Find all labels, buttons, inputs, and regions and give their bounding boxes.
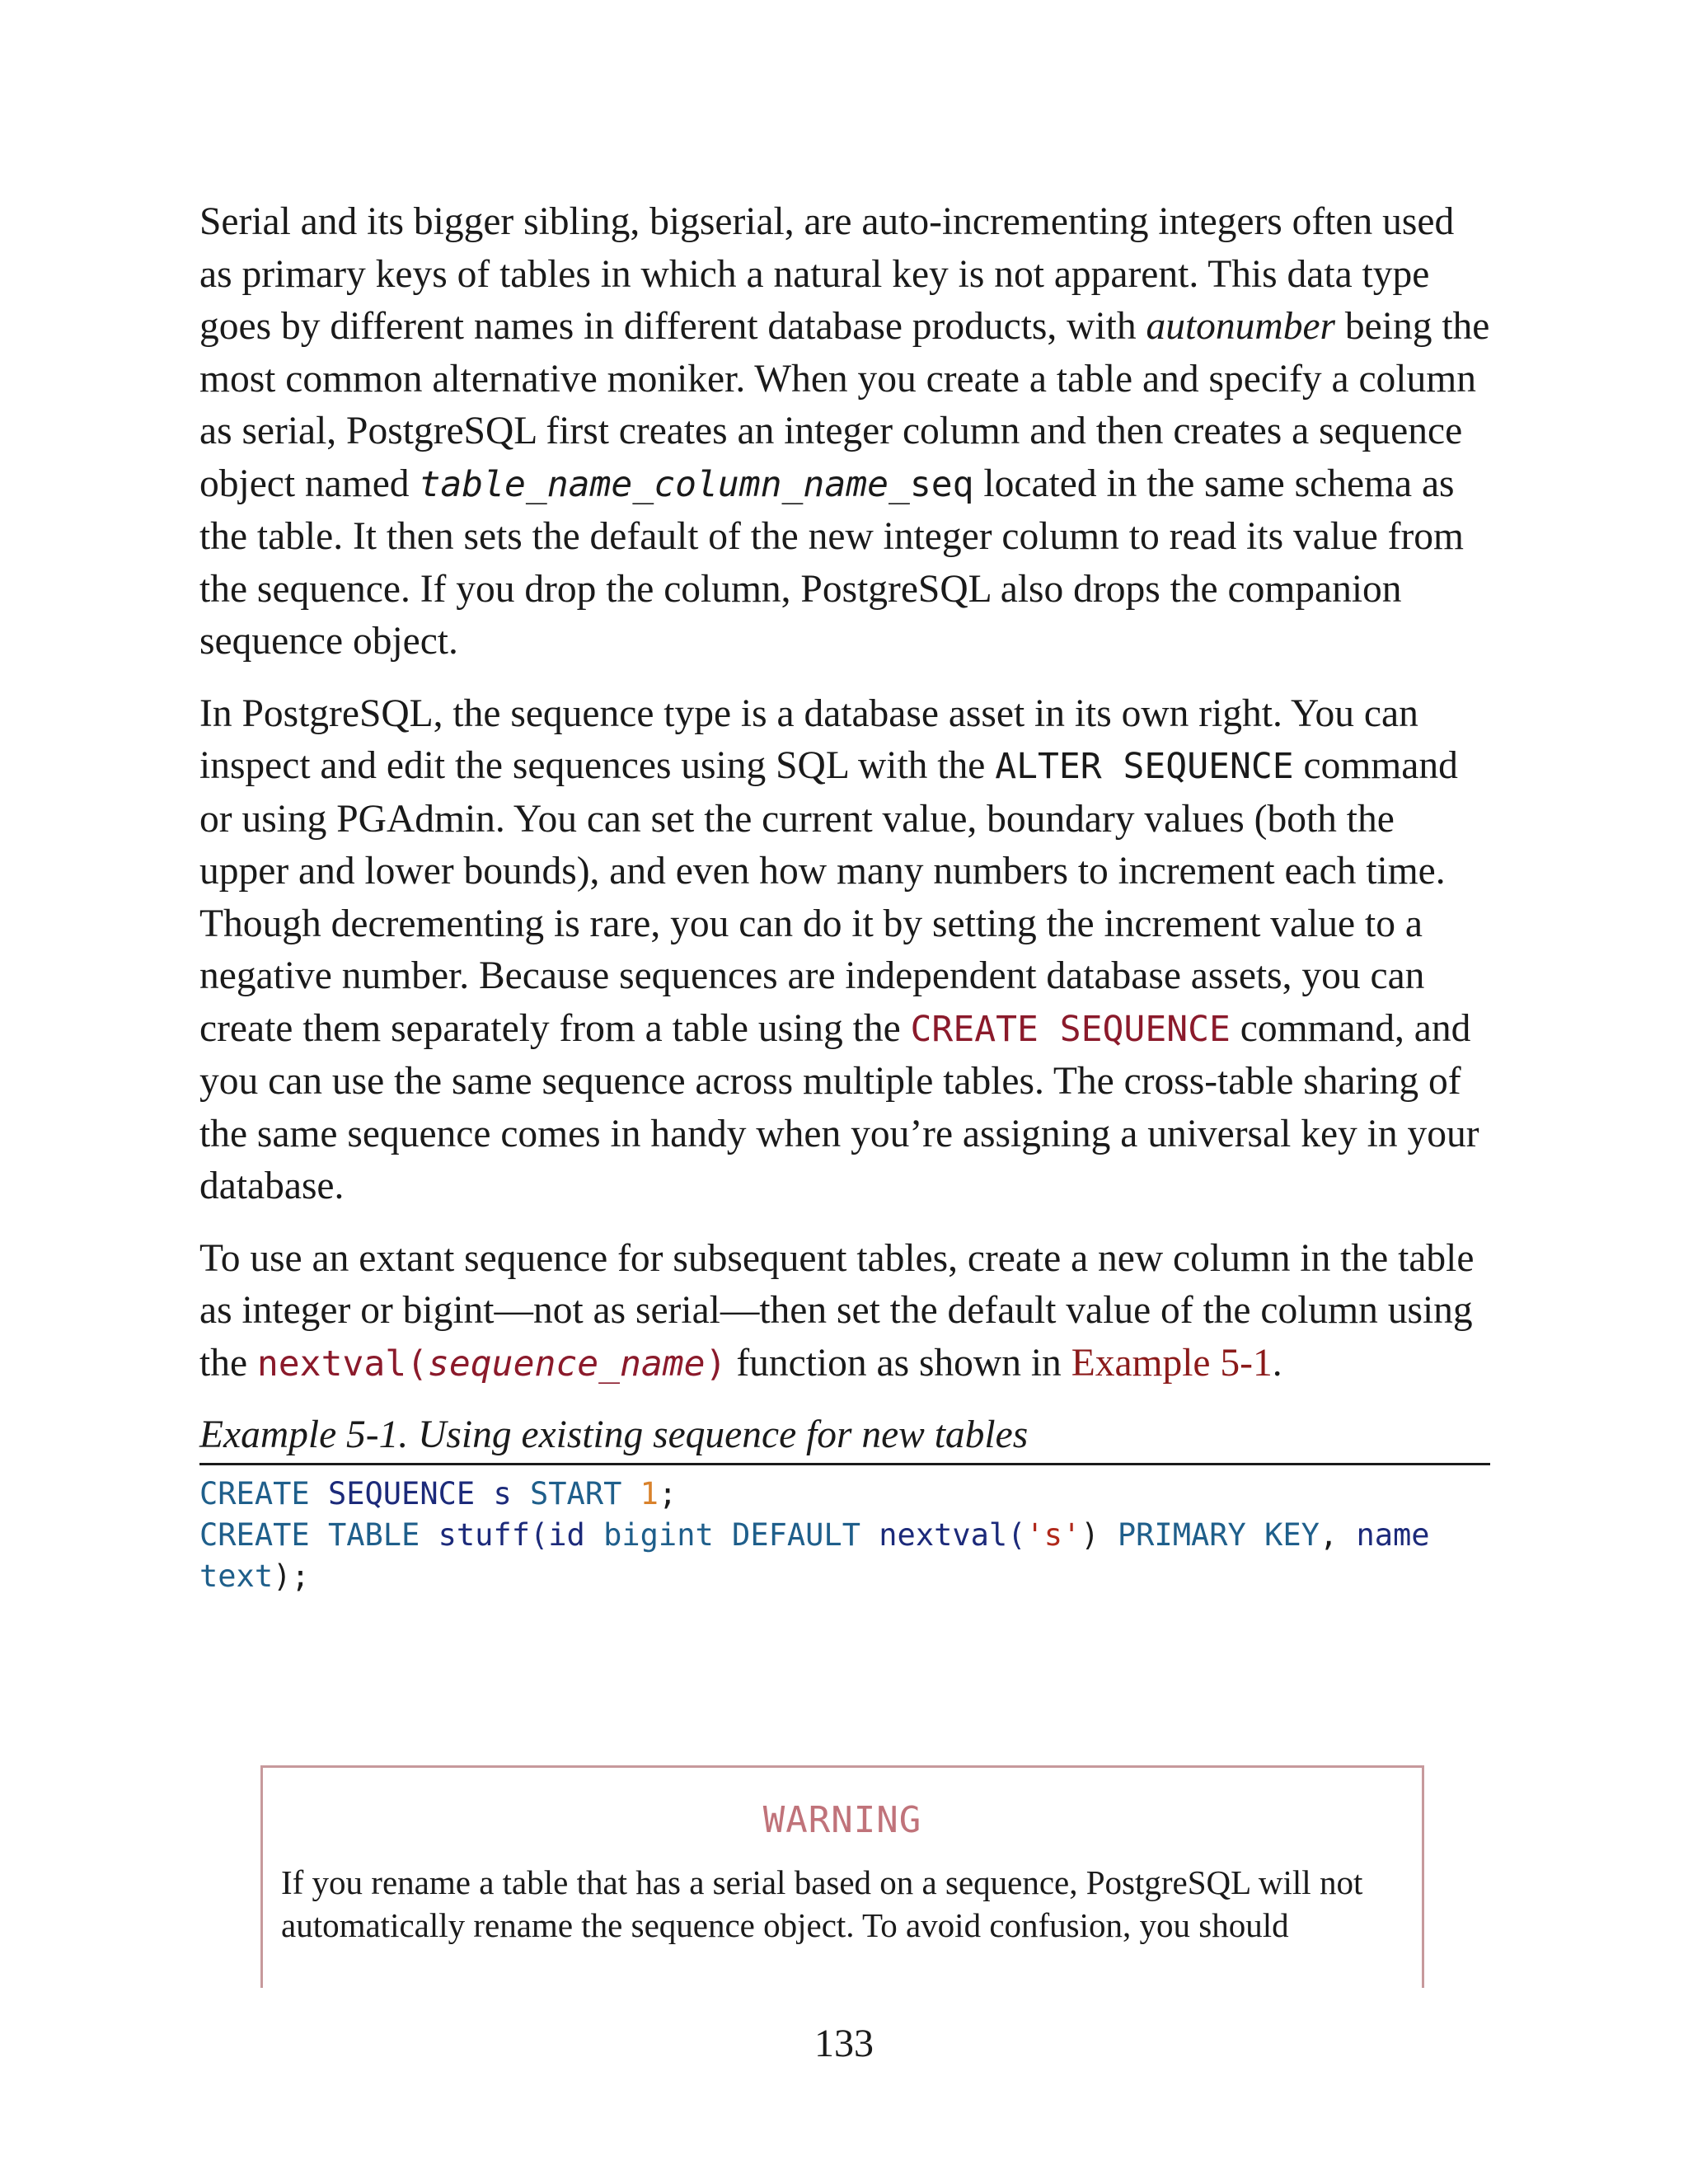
code-token: nextval( (879, 1517, 1026, 1553)
code-token: bigint (603, 1517, 714, 1553)
code-alter-sequence: ALTER SEQUENCE (995, 746, 1294, 787)
code-token: PRIMARY KEY (1117, 1517, 1320, 1553)
text-span: located in the same schema as the table. It then sets the default of the new integer column to read its value from the sequence. If you drop the column, PostgreSQL also drops the companion sequence object. (199, 462, 1465, 663)
code-token: CREATE (199, 1476, 310, 1511)
example-link[interactable]: Example 5-1 (1071, 1341, 1273, 1385)
text-span: command or using PGAdmin. You can set the current value, boundary values (both the upper and lower bounds), and even how many numbers to increment each time. Though decrementing is rare, you can do it by setting the increment value to a negative number. Because sequences are independent database assets, you can create them separately from a table using the (199, 744, 1458, 1050)
emphasis-autonumber: autonumber (1146, 305, 1336, 348)
page-number: 133 (814, 2022, 874, 2065)
warning-body: If you rename a table that has a serial based on a sequence, PostgreSQL will not automatically rename the sequence object. To avoid confusion, you should (281, 1863, 1363, 1944)
code-token: text (199, 1558, 274, 1594)
warning-box (260, 1765, 1424, 1988)
code-sequence-name: sequence_name (428, 1343, 706, 1385)
code-nextval: nextval( (256, 1343, 429, 1385)
code-create-sequence: CREATE SEQUENCE (910, 1008, 1231, 1050)
code-token: SEQUENCE (327, 1476, 476, 1511)
warning-title: WARNING (762, 1799, 922, 1841)
code-token: 's' (1025, 1517, 1081, 1553)
code-token: START (530, 1476, 622, 1511)
code-token: ; (658, 1476, 678, 1511)
code-table-column-name: table_name_column_name (419, 463, 889, 505)
code-block (199, 1474, 1490, 1597)
paragraph-sequence-type (199, 688, 1490, 1213)
text-span: In PostgreSQL, the sequence type is a database asset in its own right. You can inspect and edit the sequences using SQL with the (199, 691, 1418, 787)
text-span: being the most common alternative moniker. When you create a table and specify a column as serial, PostgreSQL first creates an integer column and then creates a sequence object named (199, 305, 1490, 505)
code-token: CREATE (199, 1517, 310, 1553)
code-token: , (1319, 1517, 1339, 1553)
paragraph-extant-sequence (199, 1233, 1490, 1391)
example-title: Example 5-1. Using existing sequence for new tables (199, 1410, 1490, 1465)
code-token: id (548, 1517, 585, 1553)
text-span: . (1272, 1341, 1282, 1385)
code-token: ); (273, 1558, 310, 1594)
code-token: stuff( (438, 1517, 549, 1553)
paragraph-serial (199, 196, 1490, 668)
text-span: function as shown in (726, 1341, 1071, 1385)
code-token: 1 (640, 1476, 659, 1511)
text-span: To use an extant sequence for subsequent tables, create a new column in the table as integer or bigint—not as serial—then set the default value of the column using the (199, 1236, 1475, 1385)
code-close-paren: ) (705, 1343, 727, 1385)
code-token: name (1356, 1517, 1430, 1553)
code-token: s (493, 1476, 512, 1511)
text-span: command, and you can use the same sequence across multiple tables. The cross-table sharing of the same sequence comes in handy when you’re assigning a universal key in your database. (199, 1006, 1479, 1207)
code-token: TABLE (327, 1517, 420, 1553)
page-content (199, 196, 1490, 1597)
code-seq-suffix: _seq (888, 463, 974, 505)
text-span: Serial and its bigger sibling, bigserial, are auto-incrementing integers often used as primary keys of tables in which a natural key is not apparent. This data type goes by different names in different database products, with (199, 200, 1455, 348)
code-token: ) (1081, 1517, 1100, 1553)
code-token: DEFAULT (732, 1517, 860, 1553)
